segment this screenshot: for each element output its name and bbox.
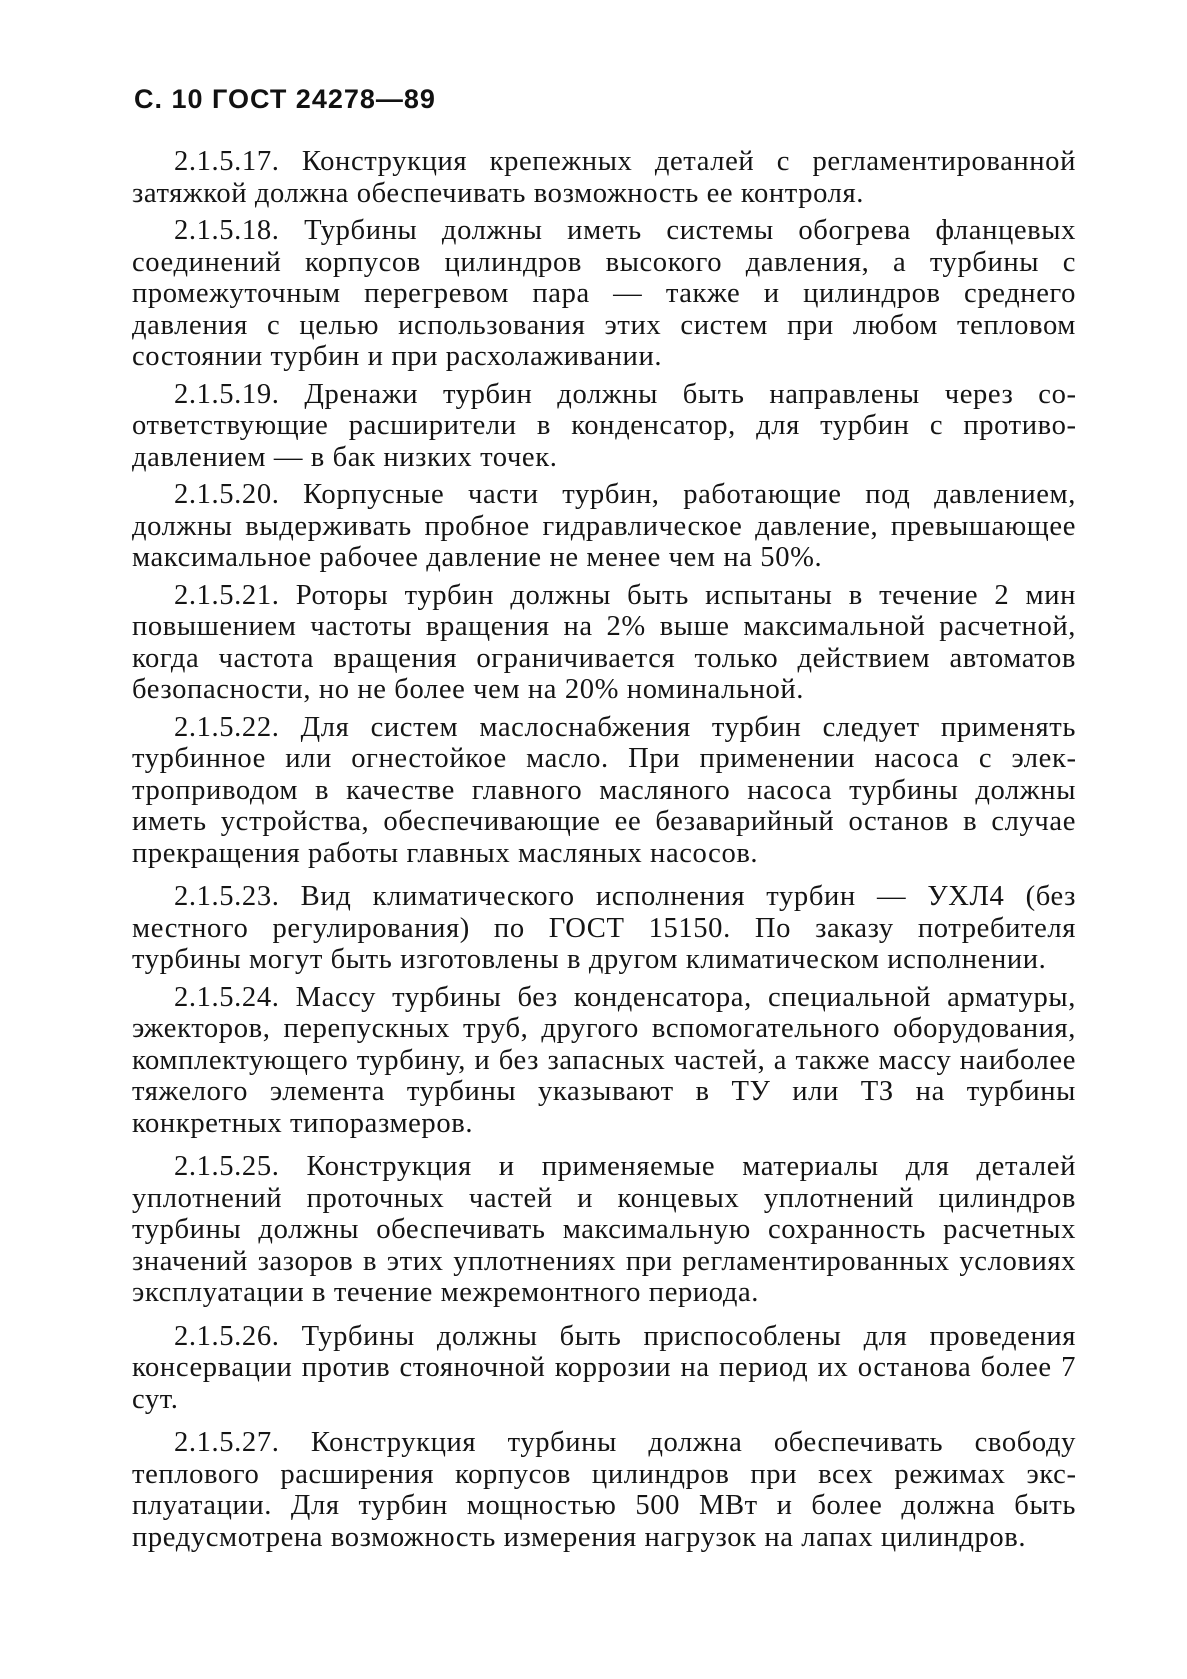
paragraph-2-1-5-26: 2.1.5.26. Турбины должны быть приспособлены для проведения консервации против стояночной коррозии на период их останова более 7 сут.	[132, 1320, 1076, 1415]
paragraph-2-1-5-22: 2.1.5.22. Для систем маслоснабжения турбин следует применять турбинное или огнестойкое масло. При применении насоса с электроприводом в качестве главного масляного насоса турбины должны иметь устройства, обеспечивающие ее безаварийный останов в случае прекращения работы главных масляных насосов.	[132, 711, 1076, 869]
paragraph-2-1-5-27: 2.1.5.27. Конструкция турбины должна обеспечивать свободу теплового расширения корпусов цилиндров при всех режимах эксплуатации. Для турбин мощностью 500 МВт и более должна быть предусмотрена возможность измерения нагрузок на лапах цилиндров.	[132, 1427, 1076, 1553]
paragraph-2-1-5-24: 2.1.5.24. Массу турбины без конденсатора, специальной арматуры, эжекторов, перепускных труб, другого вспомогательного оборудования, комплектующего турбину, и без запасных частей, а также массу наиболее тяжелого элемента турбины указывают в ТУ или ТЗ на турбины конкретных типоразмеров.	[132, 981, 1076, 1139]
paragraph-2-1-5-23: 2.1.5.23. Вид климатического исполнения турбин — УХЛ4 (без местного регулирования) по ГОСТ 15150. По заказу потребителя турбины могут быть изготовлены в другом климатическом исполнении.	[132, 881, 1076, 975]
paragraph-2-1-5-20: 2.1.5.20. Корпусные части турбин, работающие под давлением, должны выдерживать пробное гидравлическое давление, превышающее максимальное рабочее давление не менее чем на 50%.	[132, 479, 1076, 573]
paragraph-2-1-5-18: 2.1.5.18. Турбины должны иметь системы обогрева фланцевых соединений корпусов цилиндров высокого давления, а турбины с промежуточным перегревом пара — также и цилиндров среднего давления с целью использования этих систем при любом тепловом состоянии турбин и при расхолаживании.	[132, 215, 1076, 372]
paragraph-2-1-5-19: 2.1.5.19. Дренажи турбин должны быть направлены через соответствующие расширители в конденсатор, для турбин с противодавлением — в бак низких точек.	[132, 378, 1076, 473]
paragraph-2-1-5-21: 2.1.5.21. Роторы турбин должны быть испытаны в течение 2 мин повышением частоты вращения на 2% выше максимальной расчетной, когда частота вращения ограничивается только действием автоматов безопасности, но не более чем на 20% номинальной.	[132, 579, 1076, 705]
paragraph-2-1-5-17: 2.1.5.17. Конструкция крепежных деталей с регламентированной затяжкой должна обеспечивать возможность ее контроля.	[132, 146, 1076, 209]
paragraph-2-1-5-25: 2.1.5.25. Конструкция и применяемые материалы для деталей уплотнений проточных частей и концевых уплотнений цилиндров турбины должны обеспечивать максимальную сохранность расчетных значений зазоров в этих уплотнениях при регламентированных условиях эксплуатации в течение межремонтного периода.	[132, 1151, 1076, 1308]
page-header: С. 10 ГОСТ 24278—89	[134, 84, 436, 114]
document-body	[132, 146, 1076, 1553]
